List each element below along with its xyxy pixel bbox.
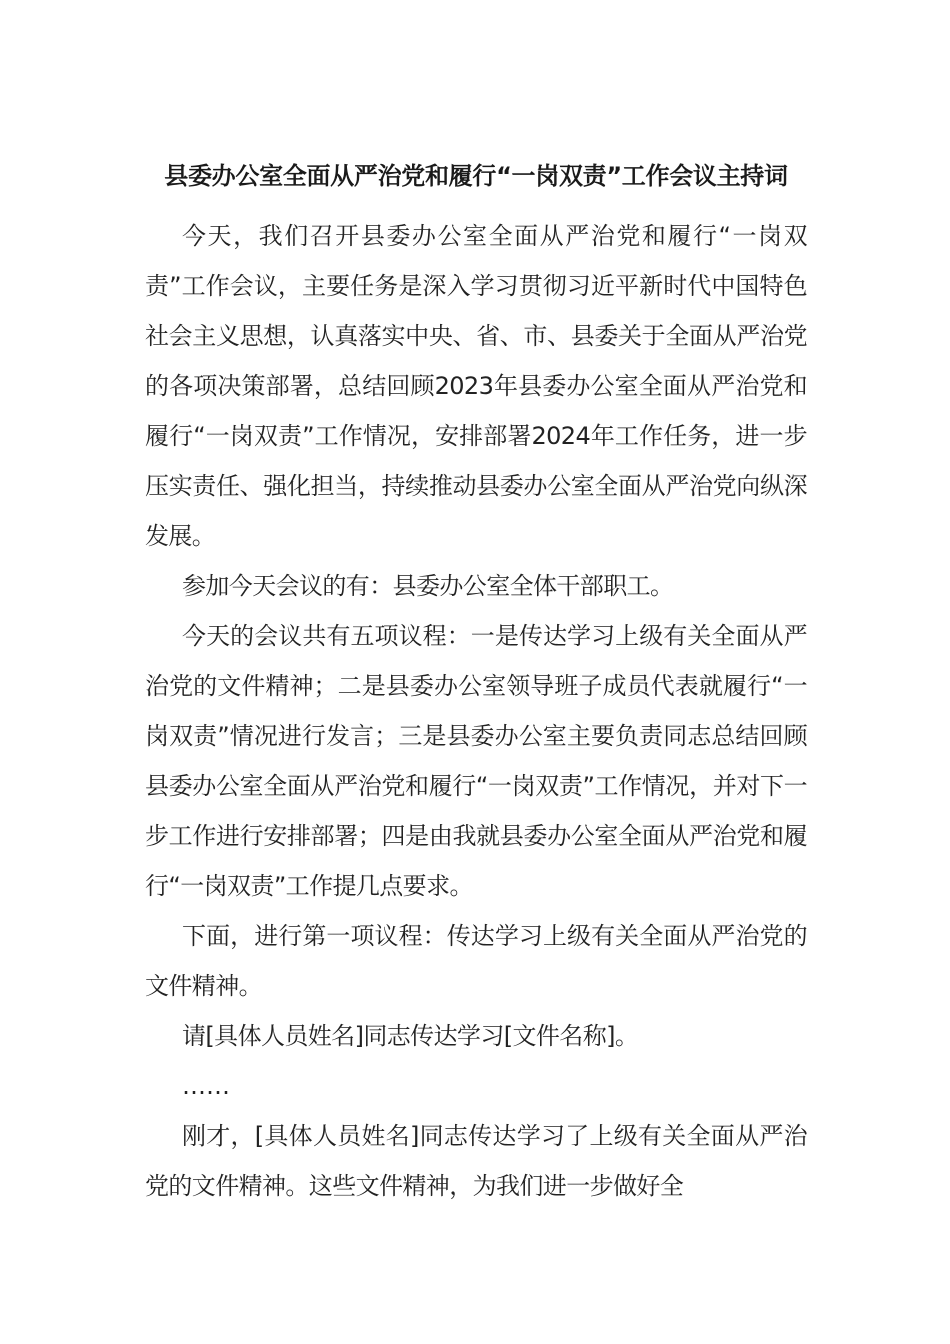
paragraph-ellipsis: ……: [182, 1072, 230, 1100]
paragraph-speaker-request: 请[具体人员姓名]同志传达学习[文件名称]。: [182, 1022, 639, 1050]
document-title: 县委办公室全面从严治党和履行“一岗双责”工作会议主持词: [164, 162, 788, 190]
paragraph-agenda: 今天的会议共有五项议程：一是传达学习上级有关全面从严治党的文件精神；二是县委办公室领导班子成员代表就履行“一岗双责”情况进行发言；三是县委办公室主要负责同志总结回顾县委办公室全面从严治党和履行“一岗双责”工作情况，并对下一步工作进行安排部署；四是由我就县委办公室全面从严治党和履行“一岗双责”工作提几点要求。: [145, 622, 807, 900]
paragraph-attendees: 参加今天会议的有：县委办公室全体干部职工。: [182, 572, 674, 600]
paragraph-summary: 刚才，[具体人员姓名]同志传达学习了上级有关全面从严治党的文件精神。这些文件精神，为我们进一步做好全: [145, 1122, 807, 1200]
paragraph-opening: 今天，我们召开县委办公室全面从严治党和履行“一岗双责”工作会议，主要任务是深入学习贯彻习近平新时代中国特色社会主义思想，认真落实中央、省、市、县委关于全面从严治党的各项决策部署，总结回顾2023年县委办公室全面从严治党和履行“一岗双责”工作情况，安排部署2024年工作任务，进一步压实责任、强化担当，持续推动县委办公室全面从严治党向纵深发展。: [145, 222, 807, 550]
paragraph-first-item: 下面，进行第一项议程：传达学习上级有关全面从严治党的文件精神。: [145, 922, 807, 1000]
document-body: [145, 211, 807, 1211]
